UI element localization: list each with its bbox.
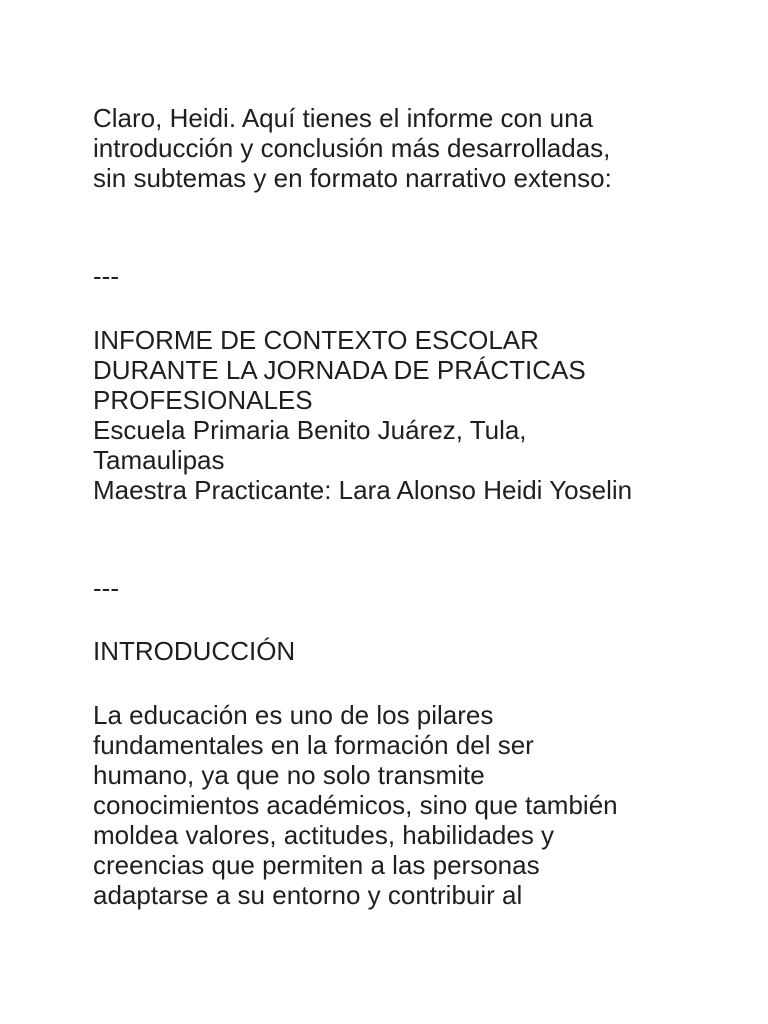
body-line-6: creencias que permiten a las personas	[93, 850, 540, 880]
report-title-line-2: DURANTE LA JORNADA DE PRÁCTICAS	[93, 355, 586, 385]
separator-1: ---	[93, 261, 119, 291]
body-line-4: conocimientos académicos, sino que también	[93, 790, 618, 820]
body-line-7: adaptarse a su entorno y contribuir al	[93, 880, 523, 910]
intro-line-1: Claro, Heidi. Aquí tienes el informe con una	[93, 103, 594, 133]
section-heading: INTRODUCCIÓN	[93, 636, 296, 666]
school-line-1: Escuela Primaria Benito Juárez, Tula,	[93, 415, 527, 445]
author-line: Maestra Practicante: Lara Alonso Heidi Yoselin	[93, 475, 633, 505]
body-line-3: humano, ya que no solo transmite	[93, 760, 485, 790]
school-line-2: Tamaulipas	[93, 445, 225, 475]
body-line-1: La educación es uno de los pilares	[93, 700, 494, 730]
intro-line-3: sin subtemas y en formato narrativo extenso:	[93, 163, 612, 193]
separator-2: ---	[93, 573, 119, 603]
intro-line-2: introducción y conclusión más desarrolladas,	[93, 133, 611, 163]
body-line-5: moldea valores, actitudes, habilidades y	[93, 820, 555, 850]
report-title-line-1: INFORME DE CONTEXTO ESCOLAR	[93, 325, 539, 355]
report-title-line-3: PROFESIONALES	[93, 385, 313, 415]
body-line-2: fundamentales en la formación del ser	[93, 730, 534, 760]
